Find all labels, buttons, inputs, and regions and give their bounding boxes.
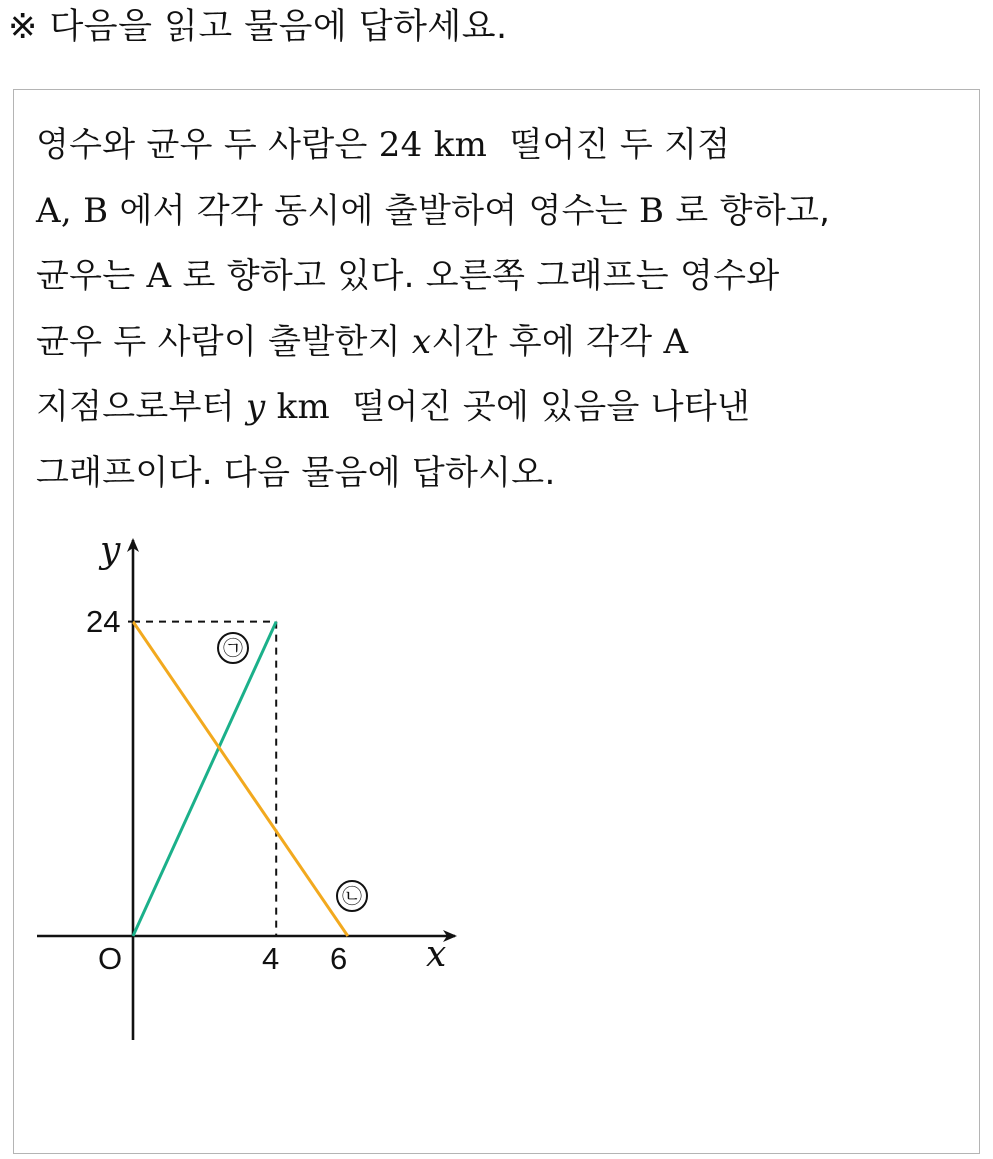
- instruction-text: ※ 다음을 읽고 물음에 답하세요.: [8, 7, 508, 47]
- series-line-a: [133, 622, 276, 936]
- math-var-y: y: [245, 387, 266, 427]
- math-distance: 24 km: [378, 125, 488, 165]
- series-label-b: [337, 881, 367, 911]
- text-segment: 시간 후에 각각: [431, 321, 664, 362]
- text-segment: 로 향하고 있다. 오른쪽 그래프는 영수와: [171, 256, 780, 296]
- text-segment: 떨어진 곳에 있음을 나타낸: [330, 387, 751, 427]
- series-label-a: [218, 633, 248, 663]
- series-lines: [128, 622, 348, 936]
- math-point-b: B: [639, 190, 665, 231]
- text-segment: 지점으로부터: [36, 387, 246, 427]
- math-points: A, B: [36, 190, 109, 231]
- text-segment: 균우 두 사람이 출발한지: [36, 321, 412, 362]
- math-var-x: x: [411, 321, 432, 362]
- math-point-a: A: [146, 256, 172, 296]
- y-tick-label-24: 24: [86, 604, 121, 639]
- x-axis-label: x: [426, 934, 447, 975]
- text-segment: 영수와 균우 두 사람은: [36, 125, 379, 165]
- text-segment: 그래프이다. 다음 물음에 답하시오.: [36, 452, 556, 493]
- x-tick-label-6: 6: [330, 941, 348, 976]
- math-unit-km: km: [265, 387, 331, 427]
- series-line-b: [133, 622, 348, 936]
- text-segment: 로 향하고,: [664, 190, 831, 231]
- y-axis-label: y: [100, 530, 121, 571]
- math-point-a: A: [663, 321, 689, 362]
- series-label-a-text: ㉠: [223, 636, 243, 660]
- origin-label: O: [98, 941, 123, 976]
- text-segment: 떨어진 두 지점: [487, 125, 731, 165]
- text-segment: 에서 각각 동시에 출발하여 영수는: [108, 190, 640, 231]
- text-segment: 균우는: [36, 256, 147, 296]
- series-label-b-text: ㉡: [342, 884, 362, 908]
- x-tick-label-4: 4: [262, 941, 280, 976]
